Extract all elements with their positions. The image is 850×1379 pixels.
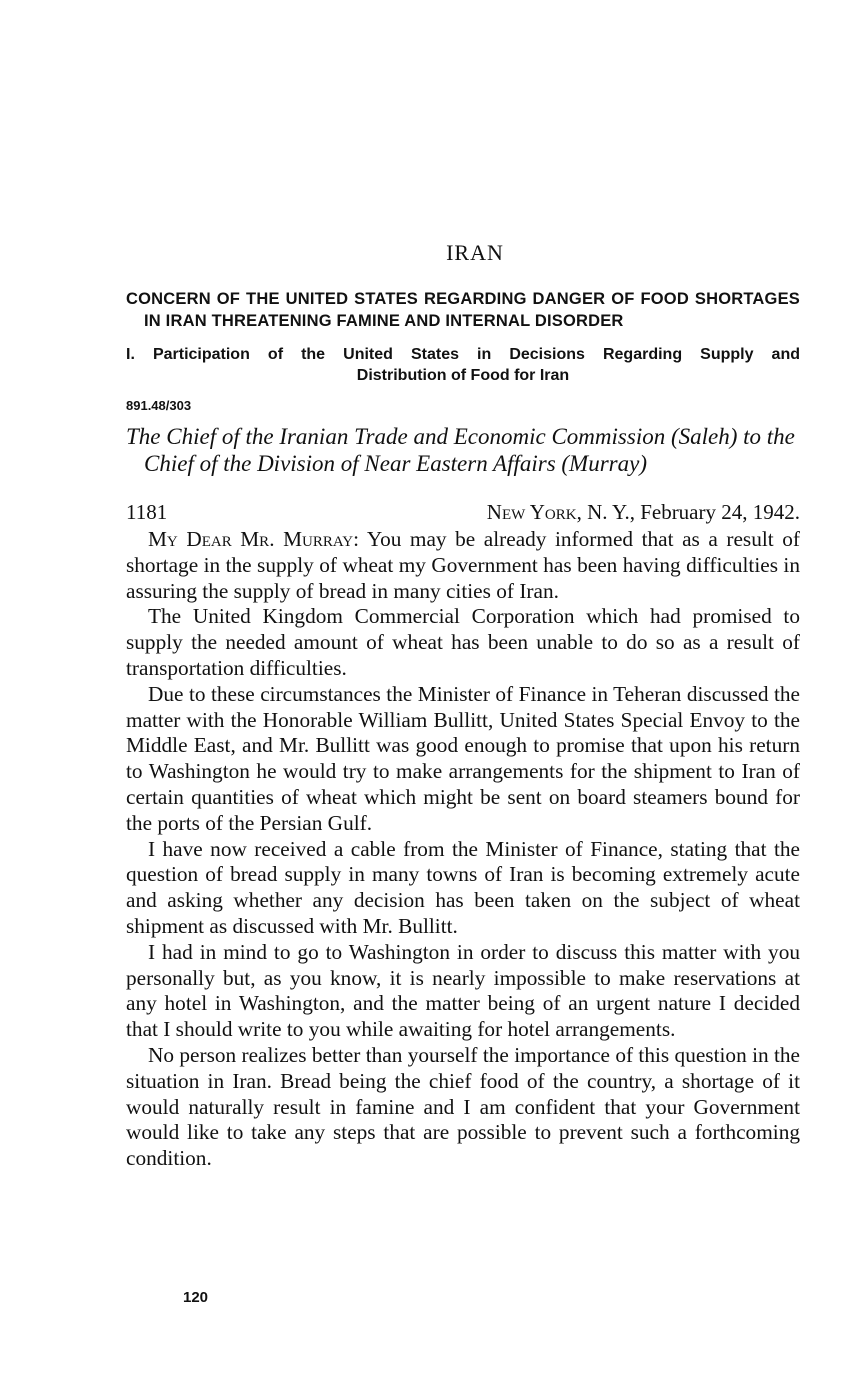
document-title: The Chief of the Iranian Trade and Economic Commission (Saleh) to the Chief of the Division of Near Eastern Affairs (Murray) bbox=[126, 424, 795, 476]
date-text: , N. Y., February 24, 1942. bbox=[576, 500, 800, 524]
document-number: 1181 bbox=[126, 500, 168, 524]
document-page bbox=[126, 240, 800, 1172]
paragraph: I had in mind to go to Washington in order to discuss this matter with you personally but, as you know, it is nearly impossible to make reservations at any hotel in Washington, and the matter being of an urgent nature I decided that I should write to you while awaiting for hotel arrangements. bbox=[126, 939, 800, 1042]
paragraph: No person realizes better than yourself the importance of this question in the situation in Iran. Bread being the chief food of the country, a shortage of it would naturally result in famine and I am confident that your Government would like to take any steps that are possible to prevent such a forthcoming condition. bbox=[126, 1042, 800, 1171]
paragraph: The United Kingdom Commercial Corporation which had promised to supply the needed amount of wheat has been unable to do so as a result of transportation difficulties. bbox=[126, 604, 800, 680]
subheading-line-1: I. Participation of the United States in Decisions Regarding Supply and bbox=[126, 346, 800, 363]
place-and-date bbox=[487, 499, 800, 525]
place-name: New York bbox=[486, 500, 577, 524]
section-subheading bbox=[126, 344, 800, 386]
paragraph: I have now received a cable from the Minister of Finance, stating that the question of bread supply in many towns of Iran is becoming extremely acute and asking whether any decision has been taken on the subject of wheat shipment as discussed with Mr. Bullitt. bbox=[126, 836, 800, 938]
letter-body bbox=[126, 527, 800, 1172]
paragraph: Due to these circumstances the Minister of Finance in Teheran discussed the matter with the Honorable William Bullitt, United States Special Envoy to the Middle East, and Mr. Bullitt was good enough to promise that upon his return to Washington he would try to make arrangements for the shipment to Iran of certain quantities of wheat which might be sent on board steamers bound for the ports of the Persian Gulf. bbox=[126, 681, 800, 835]
country-heading: IRAN bbox=[446, 240, 504, 265]
subheading-line-2: Distribution of Food for Iran bbox=[356, 367, 570, 384]
paragraph-text: : You may be already informed that as a result of shortage in the supply of wheat my Government has been having difficulties in assuring the supply of bread in many cities of Iran. bbox=[126, 527, 800, 603]
page-number: 120 bbox=[183, 1289, 209, 1306]
main-heading: CONCERN OF THE UNITED STATES REGARDING DANGER OF FOOD SHORTAGES IN IRAN THREATENING FAMINE AND INTERNAL DISORDER bbox=[126, 290, 800, 330]
salutation: My Dear Mr. Murray bbox=[148, 527, 354, 551]
dateline bbox=[126, 499, 800, 525]
file-number: 891.48/303 bbox=[126, 398, 192, 413]
paragraph bbox=[126, 527, 800, 604]
